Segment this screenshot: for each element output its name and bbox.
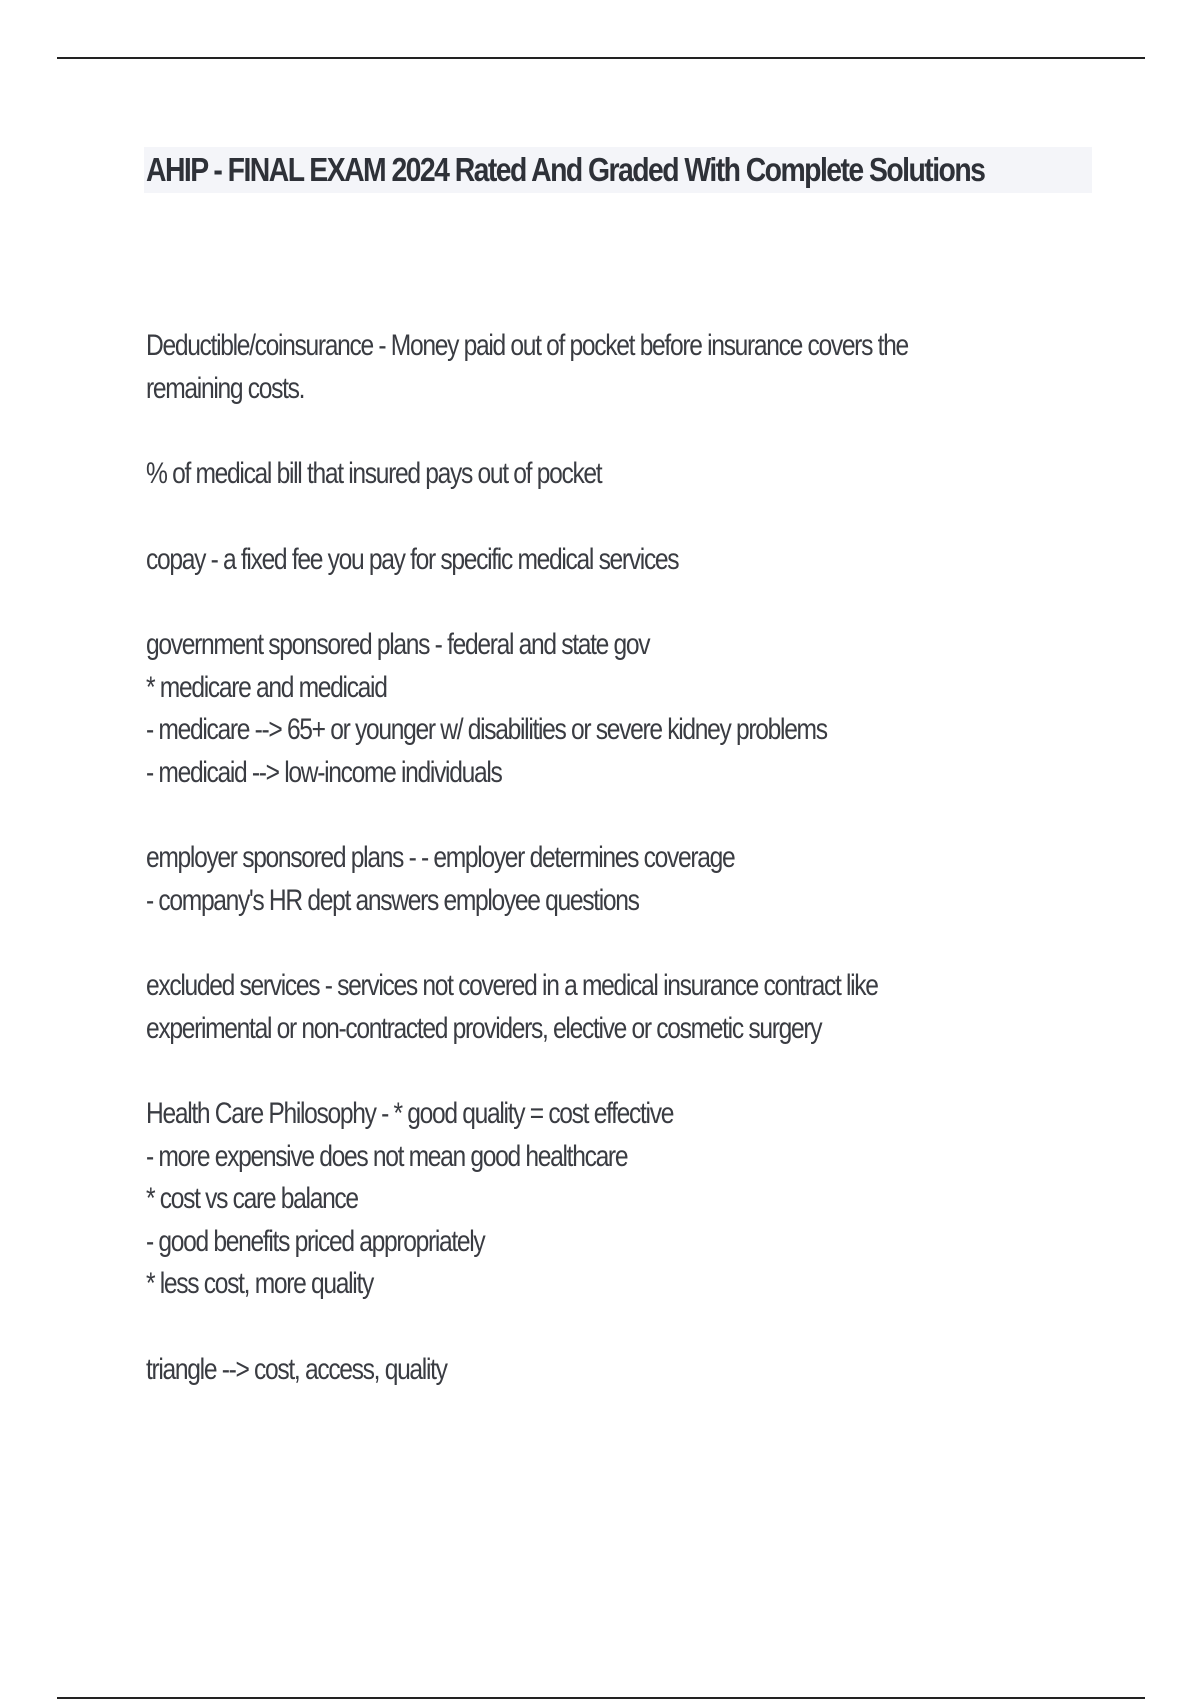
text-line: - company's HR dept answers employee questions (146, 883, 639, 917)
paragraph-health-care-philosophy (146, 1093, 1106, 1306)
bottom-rule (57, 1697, 1145, 1699)
text-line: % of medical bill that insured pays out of pocket (146, 457, 602, 490)
text-line: copay - a fixed fee you pay for specific medical services (146, 542, 679, 576)
document-title: AHIP - FINAL EXAM 2024 Rated And Graded With Complete Solutions (146, 151, 985, 188)
text-line: Deductible/coinsurance - Money paid out of pocket before insurance covers the (146, 329, 908, 362)
text-line: * cost vs care balance (146, 1182, 358, 1215)
top-rule (57, 57, 1145, 59)
text-line: * less cost, more quality (146, 1267, 373, 1300)
paragraph-employer-plans (146, 837, 1106, 922)
text-line: government sponsored plans - federal and state gov (146, 628, 650, 661)
text-line: - more expensive does not mean good healthcare (146, 1139, 628, 1173)
paragraph-excluded-services (146, 965, 1106, 1050)
text-line: triangle --> cost, access, quality (146, 1352, 447, 1386)
paragraph-triangle (146, 1349, 1106, 1392)
text-line: - medicare --> 65+ or younger w/ disabilities or severe kidney problems (146, 713, 827, 746)
text-line: excluded services - services not covered in a medical insurance contract like (146, 969, 878, 1002)
paragraph-deductible (146, 325, 1106, 410)
text-line: - good benefits priced appropriately (146, 1224, 485, 1258)
document-title-box (144, 147, 1092, 193)
paragraph-coinsurance-percent (146, 453, 1106, 496)
text-line: * medicare and medicaid (146, 670, 387, 704)
document-body (146, 325, 1106, 1434)
text-line: - medicaid --> low-income individuals (146, 755, 502, 789)
paragraph-government-plans (146, 624, 1106, 794)
text-line: experimental or non-contracted providers, elective or cosmetic surgery (146, 1011, 822, 1045)
text-line: Health Care Philosophy - * good quality = cost effective (146, 1097, 674, 1130)
text-line: remaining costs. (146, 371, 305, 405)
paragraph-copay (146, 539, 1106, 582)
text-line: employer sponsored plans - - employer determines coverage (146, 841, 735, 874)
